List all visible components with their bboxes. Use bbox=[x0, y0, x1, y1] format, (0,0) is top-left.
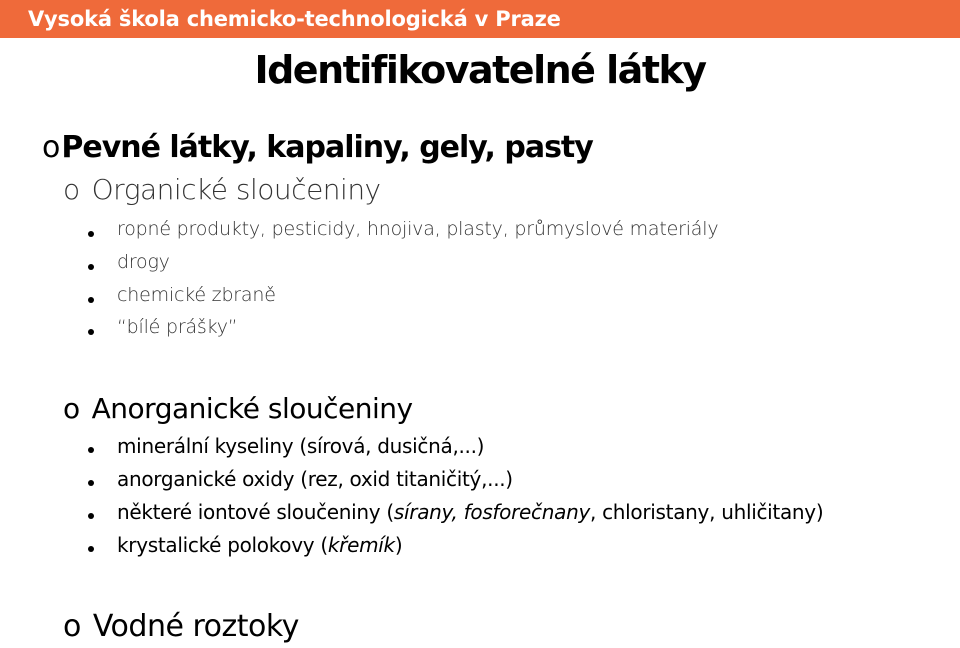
section-marker: o bbox=[63, 173, 80, 206]
section-inorganic-label: Anorganické sloučeniny bbox=[91, 392, 413, 425]
section-aqueous-label: Vodné roztoky bbox=[92, 609, 299, 644]
section-inorganic bbox=[63, 392, 413, 425]
list-item: minerální kyseliny (sírová, dusičná,...) bbox=[117, 434, 485, 458]
section-solids-label: Pevné látky, kapaliny, gely, pasty bbox=[61, 130, 593, 165]
section-aqueous bbox=[63, 609, 299, 644]
header-bar bbox=[0, 0, 960, 38]
institution-name: Vysoká škola chemicko-technologická v Praze bbox=[28, 7, 561, 31]
list-item-italic: sírany, fosforečnany bbox=[393, 500, 590, 524]
list-item-text: , chloristany, uhličitany) bbox=[589, 500, 824, 524]
bullet-icon bbox=[88, 513, 94, 519]
section-solids bbox=[42, 130, 593, 165]
section-marker: o bbox=[63, 609, 81, 644]
bullet-icon bbox=[88, 447, 94, 453]
list-item-text: některé iontové sloučeniny ( bbox=[117, 500, 394, 524]
slide-title bbox=[0, 48, 960, 92]
list-item bbox=[117, 500, 823, 524]
list-item: drogy bbox=[117, 251, 170, 273]
bullet-icon bbox=[88, 264, 94, 270]
section-marker: o bbox=[42, 130, 60, 165]
list-item-text: krystalické polokovy ( bbox=[117, 533, 328, 557]
bullet-icon bbox=[88, 231, 94, 237]
list-item: “bílé prášky” bbox=[117, 316, 238, 338]
list-item bbox=[117, 533, 402, 557]
bullet-icon bbox=[88, 480, 94, 486]
list-item-text: ) bbox=[394, 533, 403, 557]
bullet-icon bbox=[88, 297, 94, 303]
list-item: ropné produkty, pesticidy, hnojiva, plasty, průmyslové materiály bbox=[117, 218, 719, 240]
slide-title-text: Identifikovatelné látky bbox=[254, 48, 706, 92]
list-item: anorganické oxidy (rez, oxid titaničitý,...) bbox=[117, 467, 513, 491]
list-item: chemické zbraně bbox=[117, 284, 276, 306]
bullet-icon bbox=[88, 329, 94, 335]
section-organic bbox=[63, 173, 381, 206]
section-organic-label: Organické sloučeniny bbox=[91, 173, 381, 206]
list-item-italic: křemík bbox=[327, 533, 395, 557]
bullet-icon bbox=[88, 546, 94, 552]
section-marker: o bbox=[63, 392, 80, 425]
